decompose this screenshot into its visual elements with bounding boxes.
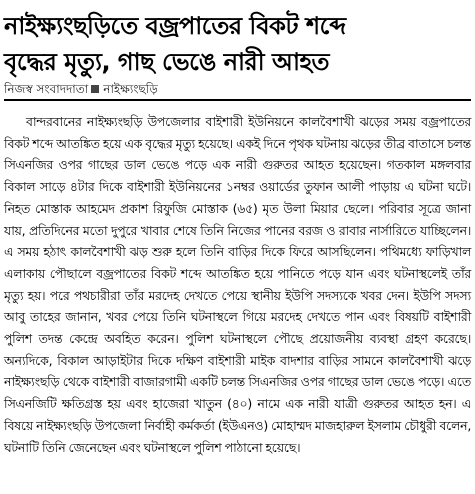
article-body: বান্দরবানের নাইক্ষ্যংছড়ি উপজেলার বাইশারী ইউনিয়নে কালবৈশাখী ঝড়ের সময় বজ্রপাতের বিকট শব্দে আতঙ্কিত হয়ে এক বৃদ্ধের মৃত্যু হয়েছে। একই দিনে পৃথক ঘটনায় ঝড়ের তীব্র বাতাসে চলন্ত সিএনজির ওপর গাছের ডাল ভেঙে পড়ে এক নারী গুরুতর আহত হয়েছেন। গতকাল মঙ্গলবার বিকাল সাড়ে ৪টার দিকে বাইশারী ইউনিয়নের ১নম্বর ওয়ার্ডের তুফান আলী পাড়ায় এ ঘটনা ঘটে। নিহত মোস্তাক আহমেদ প্রকাশ রিফুজি মোস্তাক (৬৫) মৃত উলা মিয়ার ছেলে। পরিবার সূত্রে জানা যায়, প্রতিদিনের মতো দুপুরে খাবার শেষে তিনি নিজের পানের বরজ ও রাবার নার্সারিতে যাচ্ছিলেন। এ সময় হঠাৎ কালবৈশাখী ঝড় শুরু হলে তিনি বাড়ির দিকে ফিরে আসছিলেন। পথিমধ্যে ফাড়িখাল এলাকায় পৌছালে বজ্রপাতের বিকট শব্দে আতঙ্কিত হয়ে পানিতে পড়ে যান এবং ঘটনাস্থলেই তাঁর মৃত্যু হয়। পরে পথচারীরা তাঁর মরদেহ দেখতে পেয়ে স্থানীয় ইউপি সদস্যকে খবর দেন। ইউপি সদস্য আবু তাহের জানান, খবর পেয়ে তিনি ঘটনাস্থলে গিয়ে মরদেহ দেখতে পান এবং বিষয়টি বাইশারী পুলিশ তদন্ত কেন্দ্রে অবহিত করেন। পুলিশ ঘটনাস্থলে পৌছে প্রয়োজনীয় ব্যবস্থা গ্রহণ করেছে। অন্যদিকে, বিকাল আড়াইটার দিকে দক্ষিণ বাইশারী মাইক বাদশার বাড়ির সামনে কালবৈশাখী ঝড়ে নাইক্ষ্যংছড়ি থেকে বাইশারী বাজারগামী একটি চলন্ত সিএনজির ওপর গাছের ডাল ভেঙে পড়ে। এতে সিএনজিটি ক্ষতিগ্রস্ত হয় এবং হাজেরা খাতুন (৪০) নামে এক নারী যাত্রী গুরুতর আহত হন। এ বিষয়ে নাইক্ষ্যংছড়ি উপজেলা নির্বাহী কর্মকর্তা (ইউএনও) মোহাম্মদ মাজহারুল ইসলাম চৌধুরী বলেন, ঘটনাটি তিনি জেনেছেন এবং ঘটনাস্থলে পুলিশ পাঠানো হয়েছে। (4, 114, 471, 455)
square-bullet-icon (91, 85, 99, 93)
headline-line-1: নাইক্ষ্যংছড়িতে বজ্রপাতের বিকট শব্দে (4, 12, 346, 40)
headline (4, 0, 471, 80)
byline (4, 81, 471, 97)
byline-author: নিজস্ব সংবাদদাতা (4, 82, 89, 96)
divider-rule (4, 99, 471, 101)
byline-location: নাইক্ষ্যংছড়ি (103, 82, 158, 96)
headline-line-2: বৃদ্ধের মৃত্যু, গাছ ভেঙে নারী আহত (4, 48, 330, 76)
